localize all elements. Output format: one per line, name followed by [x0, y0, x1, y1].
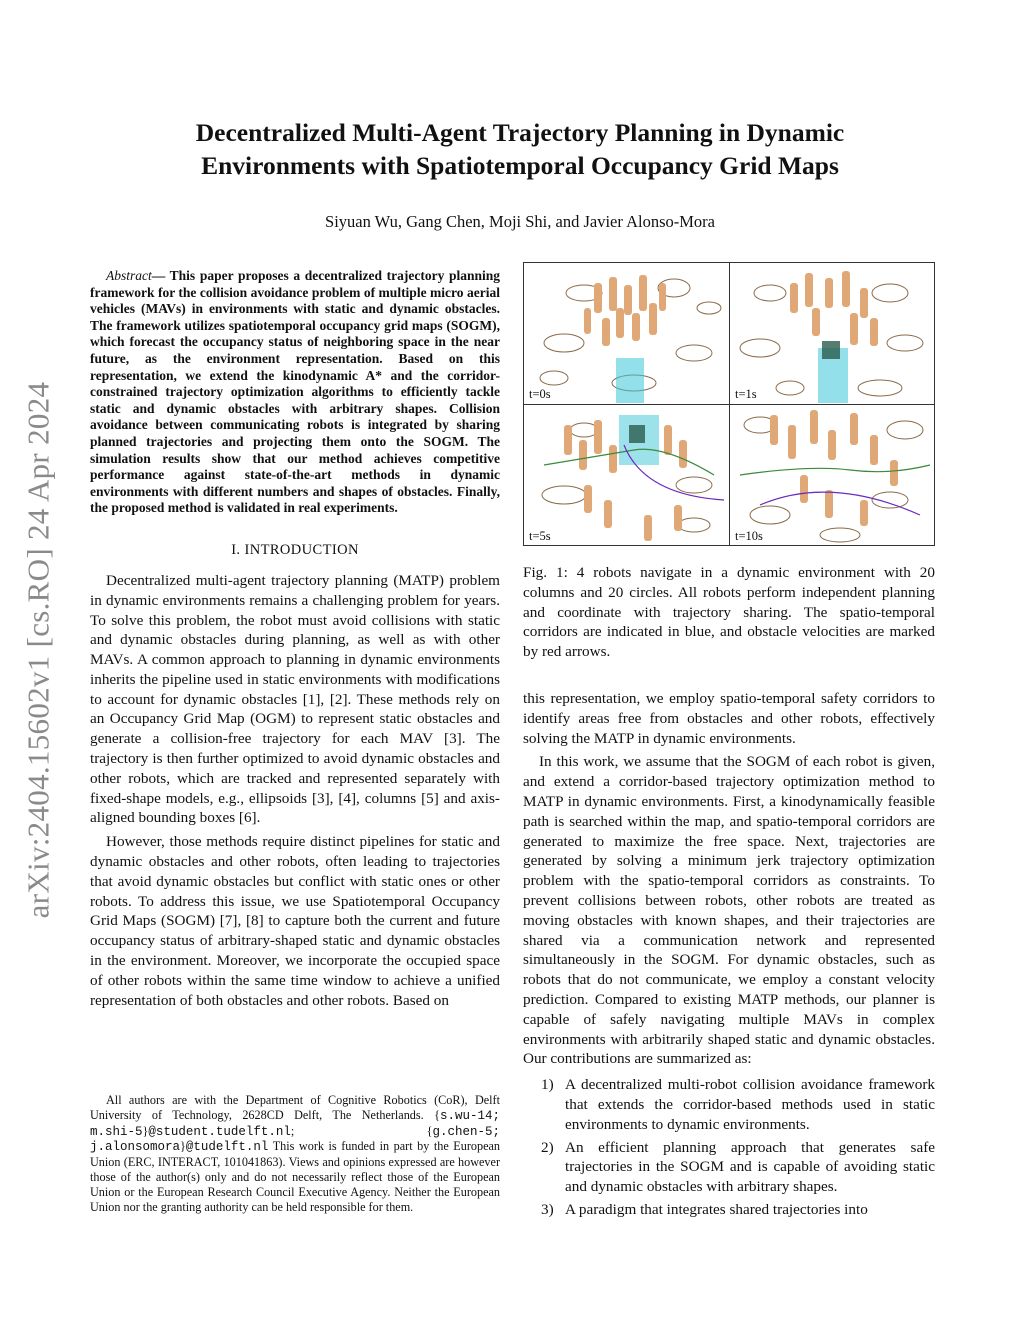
simulation-render: [730, 405, 934, 545]
list-item: 2) An efficient planning approach that generates safe trajectories in the SOGM and is capable of avoiding static and dynamic obstacles with arbitrary shapes.: [541, 1138, 935, 1196]
list-item: 1) A decentralized multi-robot collision avoidance framework that extends the corridor-based methods used in static environments to dynamic environments.: [541, 1076, 935, 1133]
figure-1: [523, 262, 935, 546]
email-address: s.wu-14; m.shi-5: [90, 1108, 500, 1139]
figure-caption: Fig. 1: 4 robots navigate in a dynamic environment with 20 columns and 20 circles. All robots perform independent planning and coordinate with trajectory sharing. The spatio-temporal corridors are indicated in blue, and obstacle velocities are marked by red arrows.: [523, 564, 935, 661]
section-heading-introduction: I. INTRODUCTION: [231, 541, 359, 558]
author-footnote: All authors are with the Department of Cognitive Robotics (CoR), Delft University of Technology, 2628CD Delft, The Netherlands. {s.wu-14; m.shi-5}@student.tudelft.nl; {g.chen-5; j.alonsomora}@tudelft.nl This work is funded in part by the European Union (ERC, INTERACT, 101041863). Views and opinions expressed are however those of the author(s) only and do not necessarily reflect those of the European Union or the European Research Council Executive Agency. Neither the European Union nor the granting authority can be held responsible for them.: [90, 1093, 500, 1214]
intro-paragraph-1: Decentralized multi-agent trajectory planning (MATP) problem in dynamic environments remains a challenging problem for years. To solve this problem, the robot must avoid collisions with static and dynamic obstacles during planning, as well as with other MAVs. A common approach to planning in dynamic environments inherits the pipeline used in static environments with modifications to account for dynamic obstacles [1], [2]. These methods rely on an Occupancy Grid Map (OGM) to represent static obstacles and generate a collision-free trajectory for each MAV [3]. The trajectory is then further optimized to avoid dynamic obstacles and other robots, which are tracked and represented separately with fixed-shape models, e.g., ellipsoids [3], [4], columns [5] and axis-aligned bounding boxes [6].: [90, 571, 500, 827]
list-item: 3) A paradigm that integrates shared trajectories into: [541, 1200, 868, 1218]
simulation-render: [730, 263, 934, 403]
email-domain: @student.tudelft.nl: [148, 1124, 291, 1139]
contribution-list: [523, 1075, 935, 1220]
abstract: [90, 268, 500, 517]
simulation-render: [524, 263, 728, 403]
panel-label: t=0s: [529, 387, 551, 401]
title-line-2: Environments with Spatiotemporal Occupancy Grid Maps: [201, 151, 839, 180]
figure-panel-t1: [730, 263, 934, 403]
figure-panel-t0: [524, 263, 728, 403]
title-line-1: Decentralized Multi-Agent Trajectory Planning in Dynamic: [195, 118, 845, 147]
panel-label: t=1s: [735, 387, 757, 401]
simulation-render: [524, 405, 728, 545]
right-column: [523, 262, 935, 1223]
abstract-dash: —: [151, 268, 170, 283]
abstract-text: This paper proposes a decentralized trajectory planning framework for the collision avoidance problem of multiple micro aerial vehicles (MAVs) in environments with static and dynamic obstacles. The framework utilizes spatiotemporal occupancy grid maps (SOGM), which forecast the occupancy status of neighboring space in the near future, as the environment representation. Based on this representation, we extend the kinodynamic A* and the corridor-constrained trajectory optimization algorithms to efficiently tackle static and dynamic obstacles with arbitrary shapes. Collision avoidance between communicating robots is integrated by sharing planned trajectories and projecting them onto the SOGM. The simulation results show that our method achieves competitive performance against state-of-the-art methods in dynamic environments with different numbers and shapes of obstacles. Finally, the proposed method is validated in real experiments.: [90, 268, 500, 516]
figure-panel-t5: [524, 405, 728, 545]
right-paragraph-1: this representation, we employ spatio-temporal safety corridors to identify areas free from obstacles and other robots, effectively solving the MATP in dynamic environments.: [523, 689, 935, 747]
right-body: [523, 689, 935, 1220]
abstract-label: Abstract: [106, 268, 152, 283]
email-address: g.chen-5; j.alonsomora: [90, 1124, 500, 1155]
panel-label: t=10s: [735, 529, 763, 543]
intro-paragraph-2: However, those methods require distinct pipelines for static and dynamic obstacles and other robots, often leading to trajectories that avoid dynamic obstacles but conflict with static ones or other robots. To address this issue, we use Spatiotemporal Occupancy Grid Maps (SOGM) [7], [8] to capture both the current and future occupancy status of arbitrary-shaped static and dynamic obstacles in the environment. Moreover, we incorporate the occupied space of other robots within the same time window to achieve a unified representation of both obstacles and other robots. Based on: [90, 833, 500, 1009]
left-column: [90, 268, 500, 1010]
arxiv-id: arXiv:2404.15602v1 [cs.RO] 24 Apr 2024: [20, 381, 56, 919]
figure-divider-horizontal: [524, 404, 934, 405]
author-list: Siyuan Wu, Gang Chen, Moji Shi, and Javier Alonso-Mora: [325, 212, 715, 231]
paper-title: [120, 116, 920, 182]
figure-panel-t10: [730, 405, 934, 545]
arxiv-sidebar: [18, 350, 58, 950]
right-paragraph-2: In this work, we assume that the SOGM of each robot is given, and extend a corridor-based trajectory optimization method to MATP in dynamic environments. First, a kinodynamically feasible path is searched within the map, and spatio-temporal corridors are generated to maximize the free space. Next, trajectories are generated by solving a minimum jerk trajectory optimization problem with the spatio-temporal corridors as constraints. To prevent collisions between robots, other robots are treated as moving obstacles with known shapes, and their trajectories are shared via a communication network and represented simultaneously in the SOGM. For dynamic obstacles, such as robots that do not communicate, we employ a constant velocity prediction. Compared to existing MATP methods, our planner is capable of safely navigating multiple MAVs in complex environments with arbitrarily shaped static and dynamic obstacles. Our contributions are summarized as:: [523, 753, 935, 1068]
email-domain: @tudelft.nl: [185, 1140, 269, 1155]
panel-label: t=5s: [529, 529, 551, 543]
